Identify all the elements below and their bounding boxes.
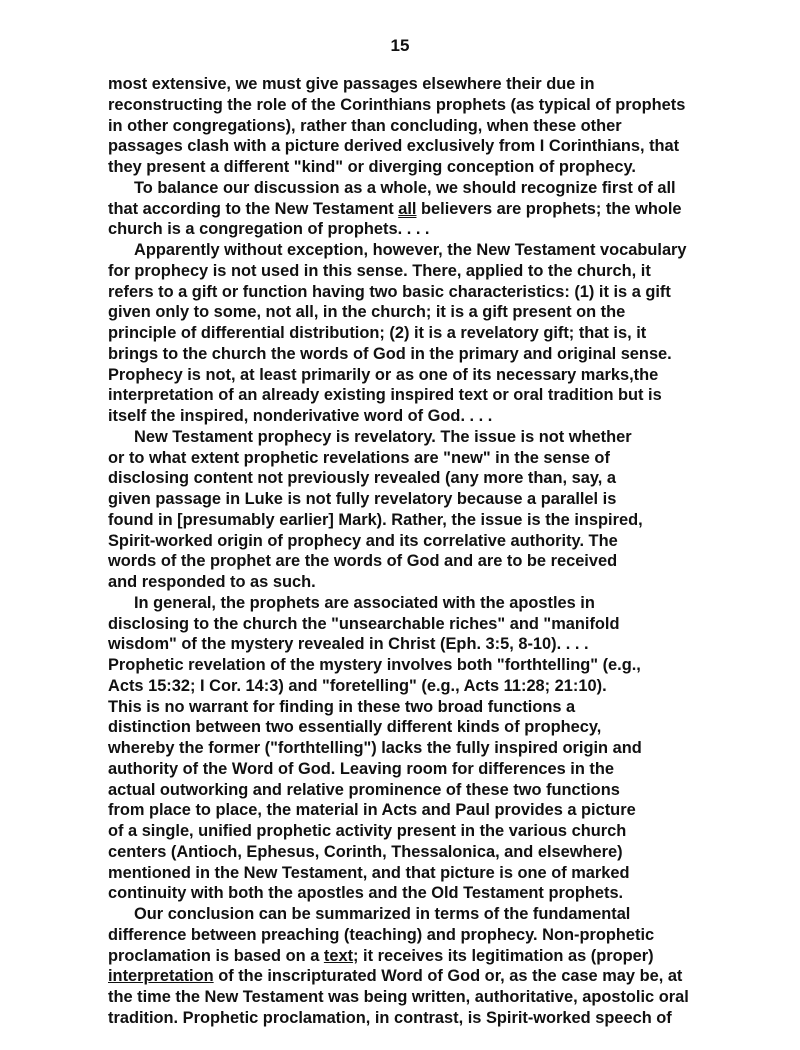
text-line <box>108 966 708 987</box>
text-line: or to what extent prophetic revelations are "new" in the sense of <box>108 448 610 467</box>
text-line: Our conclusion can be summarized in terms of the fundamental <box>134 905 631 923</box>
body-text <box>108 74 708 1029</box>
text-line: tradition. Prophetic proclamation, in contrast, is Spirit-worked speech of <box>108 1008 672 1027</box>
text-line: given only to some, not all, in the church; it is a gift present on the <box>108 303 626 322</box>
text-line: actual outworking and relative prominence of these two functions <box>108 780 620 799</box>
text-segment: proclamation is based on a <box>108 946 324 965</box>
text-line: disclosing content not previously revealed (any more than, say, a <box>108 469 616 488</box>
text-segment: ; it receives its legitimation as (proper) <box>353 946 654 965</box>
text-line: Prophecy is not, at least primarily or as one of its necessary marks,the <box>108 365 659 384</box>
underlined-word: interpretation <box>108 967 214 986</box>
underlined-word: text <box>323 946 354 965</box>
text-line: Apparently without exception, however, the New Testament vocabulary <box>134 241 687 259</box>
text-line: for prophecy is not used in this sense. There, applied to the church, it <box>108 261 651 280</box>
text-line: Prophetic revelation of the mystery involves both "forthtelling" (e.g., <box>108 656 641 674</box>
text-line: passages clash with a picture derived exclusively from I Corinthians, that <box>108 137 680 156</box>
text-line: most extensive, we must give passages elsewhere their due in <box>108 75 595 93</box>
text-line: reconstructing the role of the Corinthians prophets (as typical of prophets <box>108 95 686 114</box>
text-line: New Testament prophecy is revelatory. The issue is not whether <box>134 427 632 446</box>
text-line: found in [presumably earlier] Mark). Rather, the issue is the inspired, <box>108 510 643 529</box>
text-line: given passage in Luke is not fully revelatory because a parallel is <box>108 490 617 508</box>
text-line: itself the inspired, nonderivative word of God. . . . <box>108 407 493 425</box>
text-line: In general, the prophets are associated with the apostles in <box>134 593 595 612</box>
text-line: To balance our discussion as a whole, we should recognize first of all <box>134 178 676 197</box>
text-line: disclosing to the church the "unsearchable riches" and "manifold <box>108 614 620 633</box>
text-line: This is no warrant for finding in these two broad functions a <box>108 697 576 716</box>
text-line: interpretation of an already existing inspired text or oral tradition but is <box>108 386 662 405</box>
text-line: and responded to as such. <box>108 573 316 591</box>
underlined-word: all <box>398 199 417 218</box>
text-line: principle of differential distribution; (2) it is a revelatory gift; that is, it <box>108 324 647 342</box>
text-line: the time the New Testament was being written, authoritative, apostolic oral <box>108 988 689 1006</box>
text-line: Acts 15:32; I Cor. 14:3) and "foretelling" (e.g., Acts 11:28; 21:10). <box>108 676 607 695</box>
text-segment: of the inscripturated Word of God or, as the case may be, at <box>213 967 683 986</box>
text-line: Spirit-worked origin of prophecy and its correlative authority. The <box>108 531 618 550</box>
text-line: they present a different "kind" or diverging conception of prophecy. <box>108 158 636 176</box>
text-line: from place to place, the material in Acts and Paul provides a picture <box>108 801 636 820</box>
text-line: authority of the Word of God. Leaving room for differences in the <box>108 759 615 778</box>
text-segment: that according to the New Testament <box>108 199 399 218</box>
text-line: wisdom" of the mystery revealed in Christ (Eph. 3:5, 8-10). . . . <box>108 635 589 654</box>
text-line: distinction between two essentially different kinds of prophecy, <box>108 718 602 737</box>
text-line <box>108 199 708 220</box>
text-line: continuity with both the apostles and the Old Testament prophets. <box>108 884 624 903</box>
text-line: centers (Antioch, Ephesus, Corinth, Thessalonica, and elsewhere) <box>108 842 623 861</box>
text-line: refers to a gift or function having two basic characteristics: (1) it is a gift <box>108 282 671 301</box>
text-line: difference between preaching (teaching) and prophecy. Non-prophetic <box>108 925 655 944</box>
text-segment: believers are prophets; the whole <box>416 199 682 218</box>
text-line <box>108 946 708 967</box>
text-line: mentioned in the New Testament, and that picture is one of marked <box>108 863 630 882</box>
text-line: words of the prophet are the words of God and are to be received <box>108 552 618 571</box>
text-line: of a single, unified prophetic activity present in the various church <box>108 822 627 840</box>
text-line: in other congregations), rather than concluding, when these other <box>108 116 622 135</box>
page-number: 15 <box>390 36 410 55</box>
text-line: whereby the former ("forthtelling") lacks the fully inspired origin and <box>108 739 642 757</box>
text-line: brings to the church the words of God in the primary and original sense. <box>108 344 672 363</box>
text-line: church is a congregation of prophets. . . . <box>108 220 430 239</box>
